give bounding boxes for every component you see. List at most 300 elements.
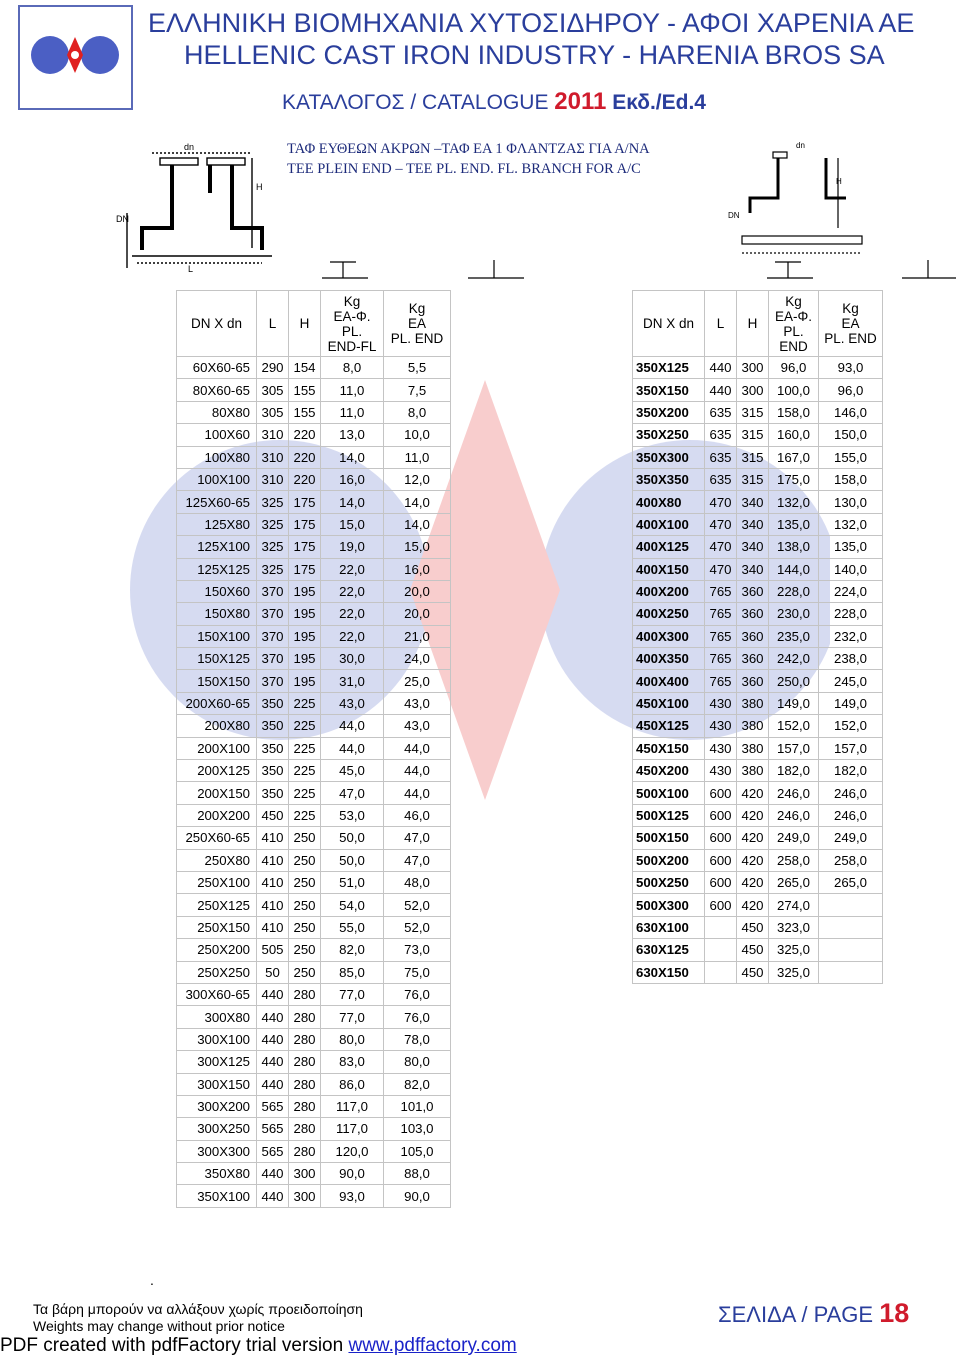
cell-kg-plain: 44,0: [384, 760, 451, 782]
table-row: [177, 1163, 451, 1185]
label-dn: dn: [184, 142, 195, 152]
cell-kg-flange: 8,0: [321, 357, 384, 379]
cell-kg-flange: 16,0: [321, 468, 384, 490]
company-title-english: HELLENIC CAST IRON INDUSTRY - HARENIA BROS SA: [184, 40, 885, 70]
cell-l: 635: [705, 401, 737, 423]
cell-dn: 350X80: [177, 1163, 257, 1185]
cell-l: 325: [257, 491, 289, 513]
cell-dn: 350X100: [177, 1185, 257, 1207]
cell-kg-flange: 80,0: [321, 1028, 384, 1050]
cell-l: 350: [257, 737, 289, 759]
cell-h: 220: [289, 424, 321, 446]
cell-kg-flange: 93,0: [321, 1185, 384, 1207]
table-row: [177, 760, 451, 782]
table-row: [177, 737, 451, 759]
cell-kg-flange: 50,0: [321, 849, 384, 871]
cell-dn: 500X100: [633, 782, 705, 804]
cell-dn: 100X80: [177, 446, 257, 468]
col-header-l: L: [705, 291, 737, 357]
cell-kg-plain: 158,0: [819, 468, 883, 490]
cell-dn: 500X200: [633, 849, 705, 871]
table-row: [633, 536, 883, 558]
cell-l: 310: [257, 468, 289, 490]
cell-h: 380: [737, 760, 769, 782]
cell-kg-flange: 44,0: [321, 715, 384, 737]
tee-drawing-right: [728, 138, 878, 268]
table-row: [633, 939, 883, 961]
cell-h: 340: [737, 536, 769, 558]
cell-kg-flange: 120,0: [321, 1140, 384, 1162]
cell-kg-flange: 138,0: [769, 536, 819, 558]
cell-l: 410: [257, 894, 289, 916]
cell-h: 220: [289, 446, 321, 468]
cell-dn: 125X80: [177, 513, 257, 535]
col-header-h: H: [289, 291, 321, 357]
left-spec-table: [176, 290, 451, 1208]
flange-symbol-icon: [900, 258, 958, 282]
cell-dn: 300X300: [177, 1140, 257, 1162]
cell-dn: 250X200: [177, 939, 257, 961]
cell-kg-plain: 14,0: [384, 491, 451, 513]
cell-kg-flange: 15,0: [321, 513, 384, 535]
cell-h: 450: [737, 961, 769, 983]
tee-drawing-left: [112, 138, 282, 278]
cell-dn: 150X100: [177, 625, 257, 647]
cell-h: 175: [289, 491, 321, 513]
cell-kg-plain: 21,0: [384, 625, 451, 647]
cell-kg-plain: 246,0: [819, 782, 883, 804]
cell-dn: 450X100: [633, 692, 705, 714]
cell-h: 225: [289, 737, 321, 759]
table-row: [177, 401, 451, 423]
cell-kg-plain: 52,0: [384, 916, 451, 938]
cell-kg-flange: 325,0: [769, 939, 819, 961]
table-row: [177, 670, 451, 692]
cell-kg-flange: 19,0: [321, 536, 384, 558]
cell-l: 370: [257, 648, 289, 670]
cell-kg-plain: 47,0: [384, 827, 451, 849]
table-row: [177, 1028, 451, 1050]
cell-kg-flange: 182,0: [769, 760, 819, 782]
cell-kg-plain: 228,0: [819, 603, 883, 625]
cell-dn: 400X80: [633, 491, 705, 513]
cell-l: 440: [257, 983, 289, 1005]
cell-h: 195: [289, 648, 321, 670]
table-row: [177, 939, 451, 961]
cell-l: [705, 939, 737, 961]
cell-dn: 100X60: [177, 424, 257, 446]
cell-kg-plain: 93,0: [819, 357, 883, 379]
cell-dn: 630X125: [633, 939, 705, 961]
cell-dn: 250X80: [177, 849, 257, 871]
label-h: H: [256, 182, 263, 192]
cell-h: 175: [289, 558, 321, 580]
subtitle-greek: ΤΑΦ ΕΥΘΕΩΝ ΑΚΡΩΝ –ΤΑΦ ΕΑ 1 ΦΛΑΝΤΖΑΣ ΓΙΑ Α/ΝΑ: [287, 141, 650, 157]
cell-h: 225: [289, 715, 321, 737]
table-row: [633, 558, 883, 580]
page-number-label: ΣΕΛΙΔΑ / PAGE 18: [718, 1298, 910, 1328]
cell-kg-flange: 22,0: [321, 580, 384, 602]
cell-h: 420: [737, 827, 769, 849]
cell-h: 280: [289, 1073, 321, 1095]
cell-kg-plain: 82,0: [384, 1073, 451, 1095]
cell-dn: 200X200: [177, 804, 257, 826]
table-row: [177, 894, 451, 916]
cell-dn: 500X250: [633, 871, 705, 893]
cell-l: 305: [257, 379, 289, 401]
table-row: [633, 827, 883, 849]
cell-l: 600: [705, 827, 737, 849]
cell-kg-flange: 228,0: [769, 580, 819, 602]
cell-dn: 250X150: [177, 916, 257, 938]
cell-kg-plain: 150,0: [819, 424, 883, 446]
cell-l: 505: [257, 939, 289, 961]
cell-kg-flange: 13,0: [321, 424, 384, 446]
table-row: [177, 468, 451, 490]
cell-h: 340: [737, 491, 769, 513]
cell-kg-plain: 7,5: [384, 379, 451, 401]
cell-dn: 400X125: [633, 536, 705, 558]
cell-l: [705, 916, 737, 938]
cell-kg-flange: 149,0: [769, 692, 819, 714]
cell-dn: 80X80: [177, 401, 257, 423]
cell-dn: 300X150: [177, 1073, 257, 1095]
cell-dn: 250X60-65: [177, 827, 257, 849]
cell-h: 154: [289, 357, 321, 379]
cell-dn: 200X80: [177, 715, 257, 737]
cell-kg-flange: 100,0: [769, 379, 819, 401]
table-row: [633, 491, 883, 513]
cell-l: 310: [257, 424, 289, 446]
cell-dn: 300X125: [177, 1051, 257, 1073]
pdf-creator-notice: PDF created with pdfFactory trial version www.pdffactory.com: [0, 1335, 517, 1356]
cell-dn: 125X60-65: [177, 491, 257, 513]
cell-kg-plain: 76,0: [384, 1006, 451, 1028]
table-row: [633, 737, 883, 759]
cell-dn: 100X100: [177, 468, 257, 490]
right-spec-table: [632, 290, 883, 984]
cell-dn: 400X250: [633, 603, 705, 625]
cell-kg-flange: 152,0: [769, 715, 819, 737]
cell-kg-flange: 30,0: [321, 648, 384, 670]
cell-kg-plain: 258,0: [819, 849, 883, 871]
cell-h: 175: [289, 513, 321, 535]
label-big-dn: DN: [116, 214, 129, 224]
cell-kg-plain: 76,0: [384, 983, 451, 1005]
cell-dn: 250X250: [177, 961, 257, 983]
cell-h: 360: [737, 625, 769, 647]
cell-dn: 350X200: [633, 401, 705, 423]
cell-kg-plain: 105,0: [384, 1140, 451, 1162]
cell-h: 420: [737, 871, 769, 893]
cell-h: 195: [289, 580, 321, 602]
cell-h: 280: [289, 1140, 321, 1162]
cell-kg-plain: 246,0: [819, 804, 883, 826]
cell-kg-plain: 73,0: [384, 939, 451, 961]
cell-dn: 450X125: [633, 715, 705, 737]
cell-h: 250: [289, 827, 321, 849]
cell-l: 370: [257, 580, 289, 602]
cell-l: 765: [705, 580, 737, 602]
cell-dn: 150X150: [177, 670, 257, 692]
cell-l: 600: [705, 894, 737, 916]
catalogue-year: 2011: [554, 88, 607, 115]
table-row: [177, 1118, 451, 1140]
table-row: [177, 961, 451, 983]
cell-kg-flange: 82,0: [321, 939, 384, 961]
cell-l: 430: [705, 692, 737, 714]
cell-kg-plain: 132,0: [819, 513, 883, 535]
cell-kg-plain: 88,0: [384, 1163, 451, 1185]
cell-kg-plain: 96,0: [819, 379, 883, 401]
cell-dn: 500X150: [633, 827, 705, 849]
cell-kg-flange: 44,0: [321, 737, 384, 759]
cell-h: 280: [289, 1006, 321, 1028]
cell-l: 325: [257, 513, 289, 535]
cell-kg-plain: [819, 939, 883, 961]
table-row: [633, 894, 883, 916]
cell-dn: 150X60: [177, 580, 257, 602]
table-row: [633, 692, 883, 714]
table-row: [177, 1006, 451, 1028]
cell-kg-plain: 25,0: [384, 670, 451, 692]
cell-l: 370: [257, 625, 289, 647]
cell-h: 280: [289, 1028, 321, 1050]
cell-kg-plain: 44,0: [384, 782, 451, 804]
cell-l: 50: [257, 961, 289, 983]
cell-kg-flange: 11,0: [321, 379, 384, 401]
cell-l: 310: [257, 446, 289, 468]
cell-l: 565: [257, 1140, 289, 1162]
cell-h: 250: [289, 849, 321, 871]
cell-l: 470: [705, 491, 737, 513]
cell-kg-plain: 90,0: [384, 1185, 451, 1207]
cell-kg-plain: 8,0: [384, 401, 451, 423]
cell-l: 410: [257, 849, 289, 871]
cell-dn: 400X150: [633, 558, 705, 580]
table-row: [633, 401, 883, 423]
cell-dn: 200X100: [177, 737, 257, 759]
cell-dn: 250X125: [177, 894, 257, 916]
cell-dn: 400X100: [633, 513, 705, 535]
table-row: [177, 603, 451, 625]
table-row: [177, 916, 451, 938]
company-logo: [18, 5, 133, 110]
cell-l: [705, 961, 737, 983]
cell-l: 440: [257, 1051, 289, 1073]
flange-symbol-left: [466, 258, 526, 287]
cell-kg-plain: 80,0: [384, 1051, 451, 1073]
cell-dn: 500X300: [633, 894, 705, 916]
col-header-kg-plain: Kg ΕΑ PL. END: [819, 291, 883, 357]
table-row: [177, 692, 451, 714]
label-dn-right: dn: [796, 141, 805, 150]
pdffactory-link[interactable]: www.pdffactory.com: [348, 1335, 517, 1356]
cell-dn: 400X300: [633, 625, 705, 647]
table-row: [177, 983, 451, 1005]
cell-kg-plain: 15,0: [384, 536, 451, 558]
table-row: [177, 424, 451, 446]
table-row: [633, 961, 883, 983]
cell-kg-flange: 43,0: [321, 692, 384, 714]
cell-kg-flange: 77,0: [321, 983, 384, 1005]
cell-kg-plain: [819, 961, 883, 983]
table-row: [633, 760, 883, 782]
cell-l: 440: [257, 1073, 289, 1095]
table-row: [633, 648, 883, 670]
cell-kg-plain: [819, 916, 883, 938]
cell-kg-plain: 52,0: [384, 894, 451, 916]
cell-l: 450: [257, 804, 289, 826]
cell-dn: 300X60-65: [177, 983, 257, 1005]
table-row: [633, 379, 883, 401]
cell-kg-plain: [819, 894, 883, 916]
tee-symbol-icon: [765, 258, 815, 282]
cell-kg-flange: 117,0: [321, 1095, 384, 1117]
tee-symbol-left: [320, 258, 370, 287]
col-header-dn: DN X dn: [177, 291, 257, 357]
cell-dn: 60X60-65: [177, 357, 257, 379]
table-row: [177, 804, 451, 826]
cell-h: 220: [289, 468, 321, 490]
cell-h: 360: [737, 648, 769, 670]
table-row: [633, 357, 883, 379]
cell-dn: 300X80: [177, 1006, 257, 1028]
cell-l: 765: [705, 603, 737, 625]
footer-dot: .: [150, 1272, 154, 1288]
cell-l: 440: [705, 357, 737, 379]
cell-kg-flange: 274,0: [769, 894, 819, 916]
cell-h: 360: [737, 670, 769, 692]
cell-l: 370: [257, 603, 289, 625]
cell-kg-flange: 246,0: [769, 804, 819, 826]
cell-kg-plain: 78,0: [384, 1028, 451, 1050]
table-row: [633, 670, 883, 692]
table-row: [177, 648, 451, 670]
cell-l: 565: [257, 1118, 289, 1140]
cell-kg-plain: 48,0: [384, 871, 451, 893]
cell-kg-flange: 83,0: [321, 1051, 384, 1073]
cell-h: 420: [737, 849, 769, 871]
cell-kg-flange: 55,0: [321, 916, 384, 938]
cell-h: 360: [737, 580, 769, 602]
cell-kg-flange: 54,0: [321, 894, 384, 916]
cell-l: 765: [705, 670, 737, 692]
cell-h: 280: [289, 1118, 321, 1140]
table-row: [633, 446, 883, 468]
cell-kg-plain: 232,0: [819, 625, 883, 647]
cell-dn: 200X150: [177, 782, 257, 804]
table-row: [177, 715, 451, 737]
cell-dn: 450X150: [633, 737, 705, 759]
cell-kg-flange: 160,0: [769, 424, 819, 446]
cell-kg-plain: 265,0: [819, 871, 883, 893]
col-header-dn: DN X dn: [633, 291, 705, 357]
cell-l: 325: [257, 558, 289, 580]
cell-h: 300: [737, 379, 769, 401]
cell-dn: 150X125: [177, 648, 257, 670]
cell-dn: 350X250: [633, 424, 705, 446]
cell-h: 340: [737, 513, 769, 535]
cell-l: 370: [257, 670, 289, 692]
table-row: [177, 580, 451, 602]
tee-symbol-icon: [320, 258, 370, 282]
cell-kg-flange: 22,0: [321, 558, 384, 580]
table-row: [177, 491, 451, 513]
cell-l: 765: [705, 648, 737, 670]
table-row: [633, 871, 883, 893]
table-row: [633, 715, 883, 737]
cell-kg-flange: 144,0: [769, 558, 819, 580]
cell-kg-flange: 323,0: [769, 916, 819, 938]
cell-kg-flange: 117,0: [321, 1118, 384, 1140]
cell-kg-flange: 85,0: [321, 961, 384, 983]
cell-l: 350: [257, 715, 289, 737]
table-row: [177, 871, 451, 893]
label-h-right: H: [836, 177, 842, 186]
cell-kg-plain: 75,0: [384, 961, 451, 983]
cell-h: 175: [289, 536, 321, 558]
cell-kg-plain: 101,0: [384, 1095, 451, 1117]
cell-kg-flange: 31,0: [321, 670, 384, 692]
cell-dn: 400X400: [633, 670, 705, 692]
cell-kg-flange: 325,0: [769, 961, 819, 983]
table-row: [177, 827, 451, 849]
cell-kg-flange: 265,0: [769, 871, 819, 893]
cell-kg-plain: 182,0: [819, 760, 883, 782]
cell-kg-flange: 250,0: [769, 670, 819, 692]
cell-kg-plain: 155,0: [819, 446, 883, 468]
cell-h: 155: [289, 401, 321, 423]
label-l: L: [188, 264, 194, 273]
cell-kg-flange: 14,0: [321, 446, 384, 468]
cell-dn: 500X125: [633, 804, 705, 826]
flange-symbol-right: [900, 258, 958, 287]
cell-dn: 450X200: [633, 760, 705, 782]
cell-l: 635: [705, 424, 737, 446]
cell-dn: 125X100: [177, 536, 257, 558]
cell-h: 315: [737, 424, 769, 446]
company-title-greek: ΕΛΛΗΝΙΚΗ ΒΙΟΜΗΧΑΝΙΑ ΧΥΤΟΣΙΔΗΡΟΥ - ΑΦΟΙ ΧΑΡΕΝΙΑ ΑΕ: [148, 8, 915, 38]
cell-l: 765: [705, 625, 737, 647]
catalogue-heading: [282, 88, 706, 116]
cell-kg-plain: 43,0: [384, 692, 451, 714]
label-big-dn-right: DN: [728, 211, 740, 220]
table-row: [177, 357, 451, 379]
cell-h: 380: [737, 692, 769, 714]
cell-l: 600: [705, 804, 737, 826]
cell-kg-plain: 157,0: [819, 737, 883, 759]
cell-h: 225: [289, 692, 321, 714]
cell-l: 440: [257, 1185, 289, 1207]
cell-h: 155: [289, 379, 321, 401]
cell-kg-plain: 46,0: [384, 804, 451, 826]
cell-kg-plain: 14,0: [384, 513, 451, 535]
cell-kg-flange: 249,0: [769, 827, 819, 849]
table-row: [633, 468, 883, 490]
cell-kg-flange: 235,0: [769, 625, 819, 647]
cell-l: 470: [705, 558, 737, 580]
cell-kg-flange: 22,0: [321, 603, 384, 625]
cell-l: 635: [705, 446, 737, 468]
cell-h: 300: [737, 357, 769, 379]
cell-kg-flange: 77,0: [321, 1006, 384, 1028]
cell-l: 440: [257, 1163, 289, 1185]
tee-diagram-icon: [112, 138, 282, 273]
cell-l: 290: [257, 357, 289, 379]
cell-l: 410: [257, 871, 289, 893]
cell-kg-plain: 146,0: [819, 401, 883, 423]
